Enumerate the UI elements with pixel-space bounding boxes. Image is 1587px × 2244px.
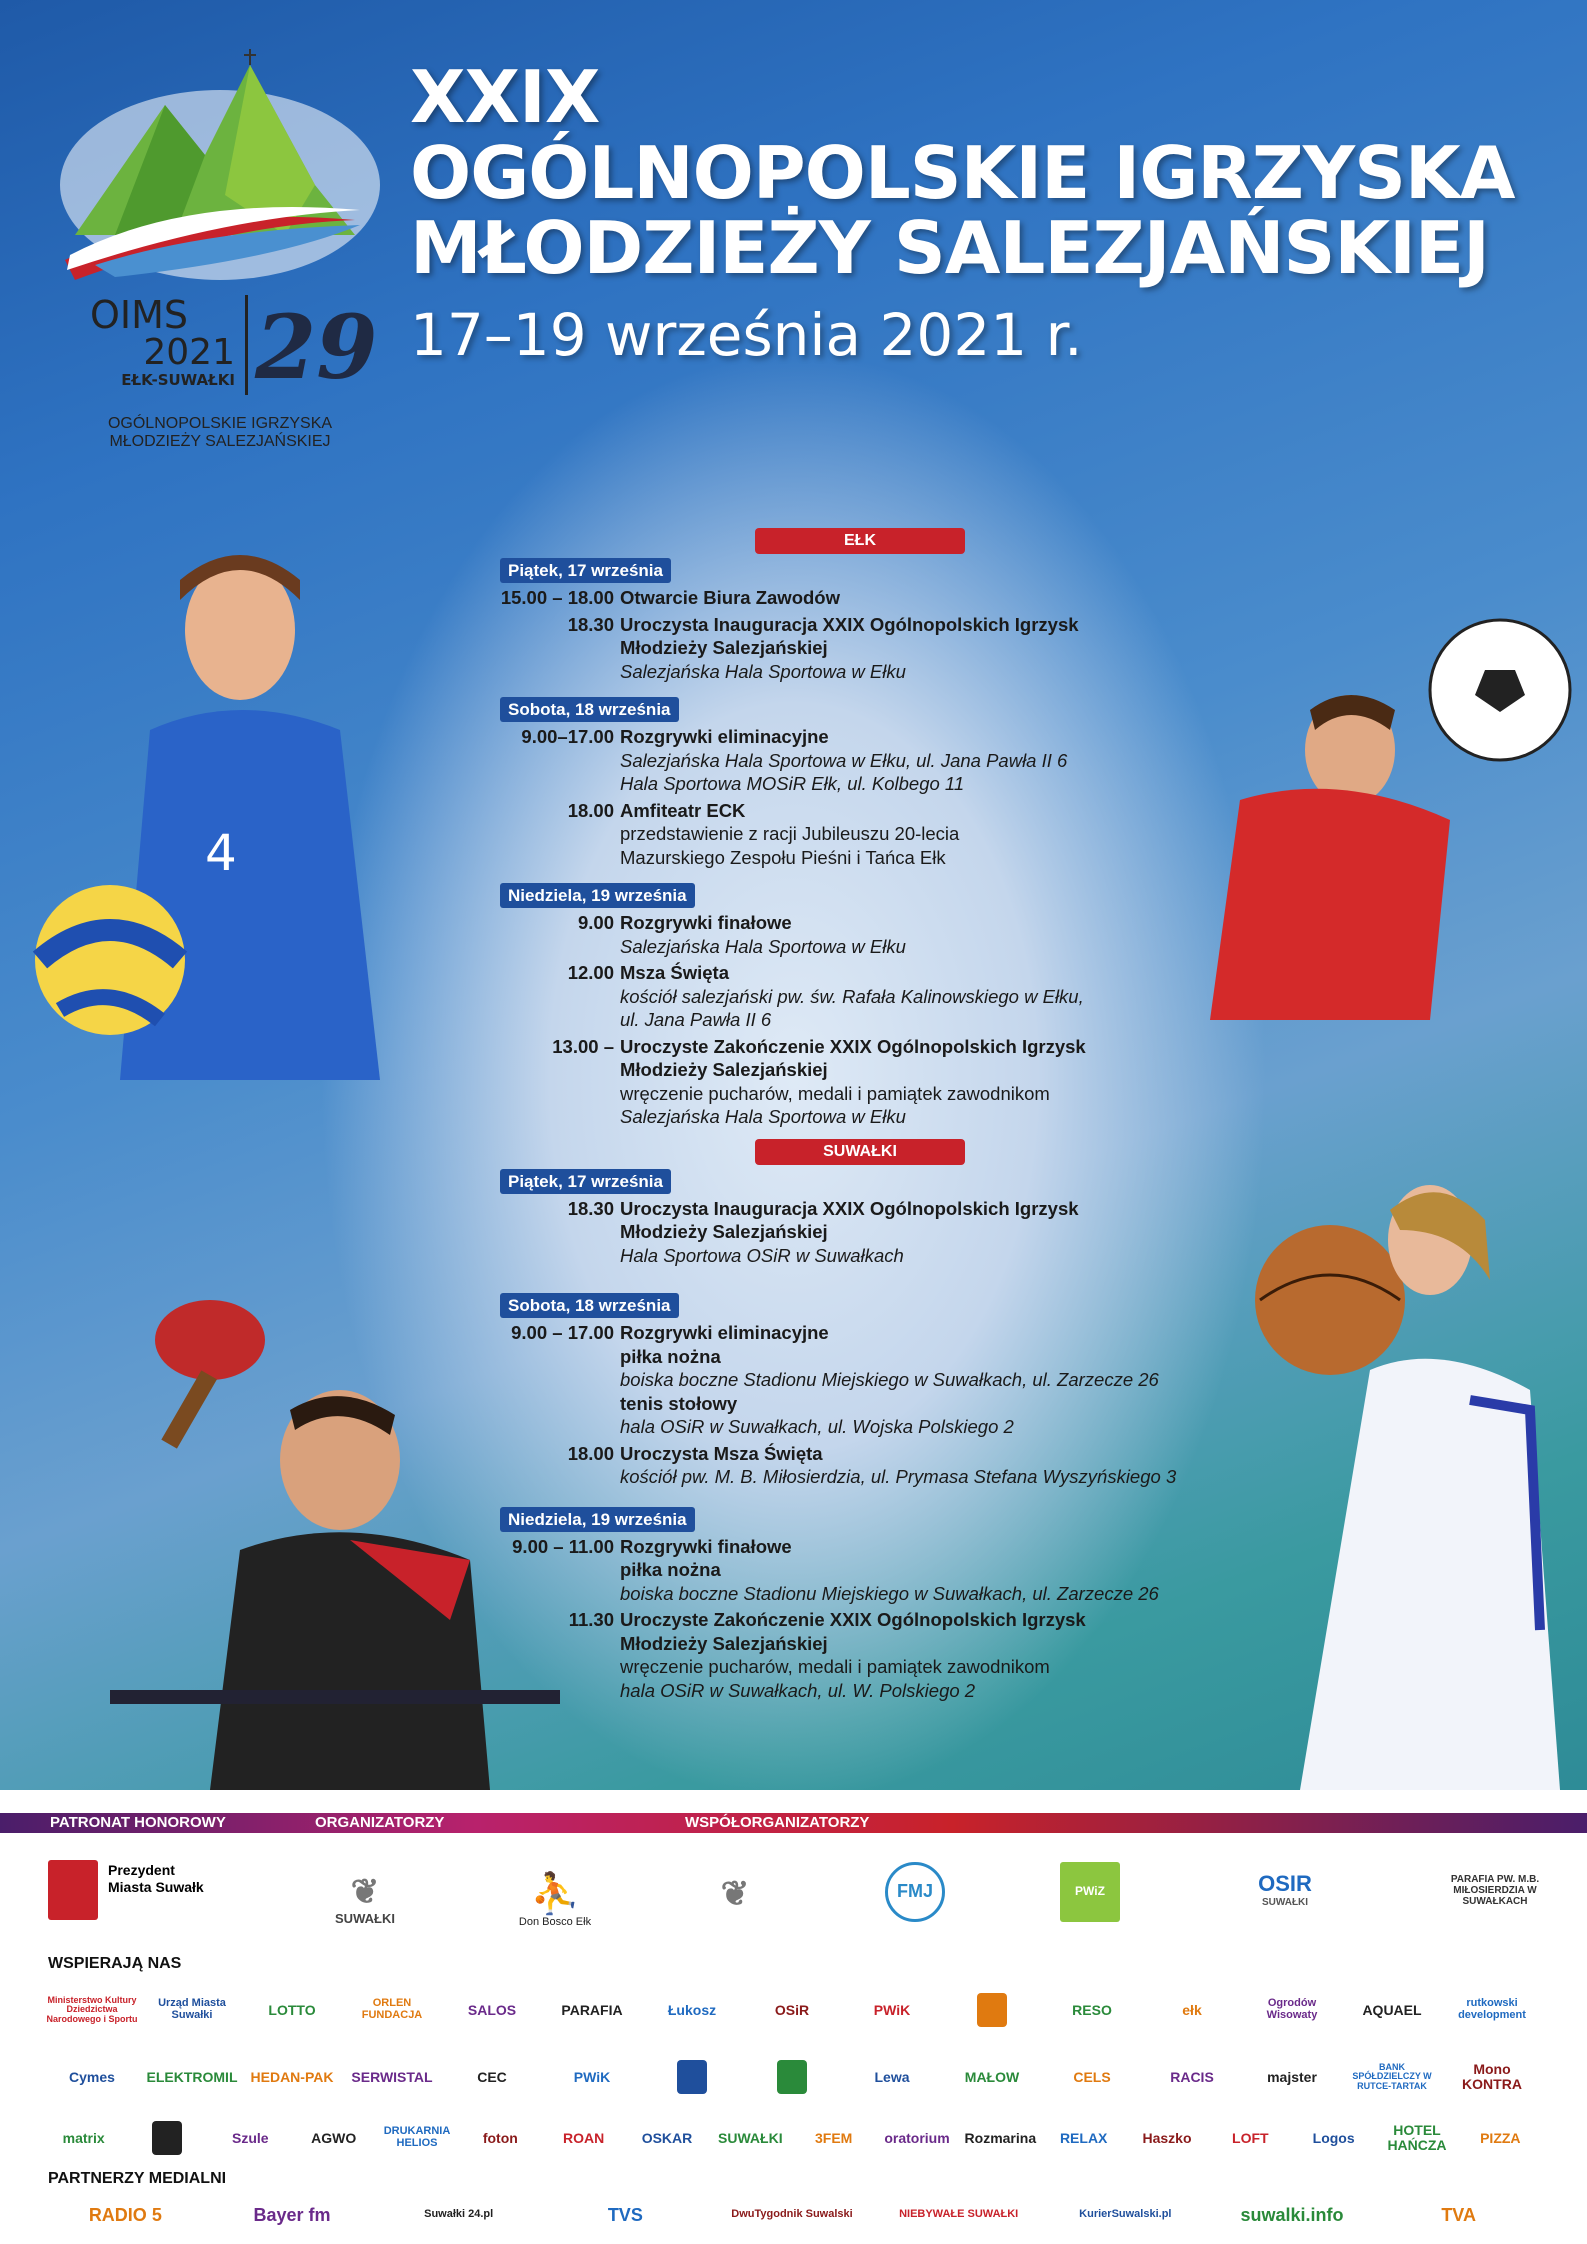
sponsor-logo: Urząd Miasta Suwałki: [158, 1997, 226, 2021]
event-sport: piłka nożna: [620, 1345, 721, 1367]
sponsor-logo: Szule: [232, 2129, 269, 2146]
sponsor-logo: TVS: [607, 2204, 643, 2225]
event-time: 9.00 – 17.00: [511, 1322, 614, 1343]
event-row: [500, 1035, 1220, 1129]
sponsor-logo: RADIO 5: [88, 2204, 162, 2225]
patron-line2: Miasta Suwałk: [108, 1879, 204, 1895]
event-place: hala OSiR w Suwałkach, ul. Wojska Polskiego 2: [620, 1416, 1014, 1437]
event-name: Amfiteatr ECK: [620, 799, 746, 821]
event-name: Rozgrywki finałowe: [620, 912, 792, 933]
event-time: 18.00: [567, 1442, 614, 1464]
sponsor-logo: DRUKARNIA HELIOS: [383, 2125, 451, 2149]
event-sport: piłka nożna: [620, 1559, 721, 1580]
table-tennis-player-image: [90, 1290, 560, 1790]
sponsor-logo: rutkowski development: [1458, 1997, 1526, 2021]
sponsors-footer: [0, 1790, 1587, 2244]
pwiz-logo: PWiZ: [1060, 1862, 1120, 1922]
sponsors-row-1: [45, 1980, 1545, 2040]
sponsor-logo: PWiK: [873, 2001, 911, 2018]
title-line3: MŁODZIEŻY SALEZJAŃSKIEJ: [410, 206, 1489, 291]
footer-band: [0, 1813, 1587, 1833]
city-label-elk: EŁK: [755, 528, 965, 554]
logo-cities: EŁK-SUWAŁKI: [121, 371, 235, 389]
sponsor-logo: Bayer fm: [253, 2204, 331, 2225]
day-header: Piątek, 17 września: [500, 1169, 671, 1194]
event-time: 13.00 –: [552, 1035, 614, 1057]
sponsor-logo: ełk: [1182, 2001, 1202, 2018]
sponsor-logo: [645, 2052, 739, 2102]
event-row: [500, 1321, 1220, 1439]
event-place: boiska boczne Stadionu Miejskiego w Suwałkach, ul. Zarzecze 26: [620, 1369, 1159, 1390]
event-row: [500, 1197, 1220, 1268]
event-place: kościół salezjański pw. św. Rafała Kalinowskiego w Ełku,: [620, 985, 1084, 1007]
salos-label: SUWAŁKI: [335, 1910, 395, 1926]
event-time: 15.00 – 18.00: [500, 587, 614, 608]
sponsor-logo: HEDAN-PAK: [250, 2068, 334, 2085]
event-name: Młodzieży Salezjańskiej: [620, 1059, 828, 1080]
sponsor-logo: foton: [482, 2129, 518, 2146]
sponsor-logo: [745, 2052, 839, 2102]
fmj-logo: FMJ: [885, 1862, 945, 1922]
sponsor-logo: Logos: [1312, 2129, 1355, 2146]
sponsor-logo: SERWISTAL: [351, 2068, 433, 2085]
event-name: Rozgrywki eliminacyjne: [620, 726, 829, 747]
sponsors-row-2: [45, 2052, 1545, 2102]
media-partners-row: [45, 2192, 1545, 2238]
event-desc: wręczenie pucharów, medali i pamiątek zawodnikom: [620, 1656, 1050, 1677]
sponsor-logo: RACIS: [1170, 2068, 1214, 2085]
event-place: hala OSiR w Suwałkach, ul. W. Polskiego 2: [620, 1679, 976, 1701]
label-media: PARTNERZY MEDIALNI: [48, 2170, 227, 2187]
sponsor-logo: KurierSuwalski.pl: [1079, 2208, 1172, 2221]
logo-sub2: MŁODZIEŻY SALEZJAŃSKIEJ: [109, 433, 331, 450]
label-wspolorganizatorzy: WSPÓŁORGANIZATORZY: [685, 1814, 870, 1831]
day-header: Niedziela, 19 września: [500, 1507, 695, 1532]
sponsor-logo: Mono KONTRA: [1462, 2061, 1522, 2092]
label-organizatorzy: ORGANIZATORZY: [315, 1814, 445, 1831]
logo-oims: OIMS: [90, 293, 189, 337]
event-row: [500, 1442, 1220, 1489]
sponsor-logo: RESO: [1072, 2001, 1112, 2018]
event-name: Otwarcie Biura Zawodów: [620, 587, 840, 608]
event-time: 9.00 – 11.00: [512, 1535, 614, 1557]
event-place: Salezjańska Hala Sportowa w Ełku, ul. Jana Pawła II 6: [620, 749, 1068, 771]
svg-text:4: 4: [205, 824, 237, 882]
osir-label: OSIR: [1258, 1871, 1312, 1897]
sponsor-logo: Ogrodów Wisowaty: [1266, 1997, 1318, 2021]
event-place: boiska boczne Stadionu Miejskiego w Suwałkach, ul. Zarzecze 26: [620, 1582, 1159, 1604]
title-line2: OGÓLNOPOLSKIE IGRZYSKA: [410, 130, 1515, 215]
event-desc: wręczenie pucharów, medali i pamiątek zawodnikom: [620, 1082, 1050, 1104]
day-header: Sobota, 18 września: [500, 1293, 679, 1318]
event-name: Uroczyste Zakończenie XXIX Ogólnopolskich Igrzysk: [620, 1609, 1086, 1630]
event-name: Uroczysta Inauguracja XXIX Ogólnopolskich Igrzysk: [620, 613, 1079, 635]
sponsor-logo: ORLEN FUNDACJA: [361, 1997, 423, 2021]
event-place: kościół pw. M. B. Miłosierdzia, ul. Prymasa Stefana Wyszyńskiego 3: [620, 1466, 1177, 1487]
sponsor-logo: ELEKTROMIL: [146, 2068, 238, 2085]
osir-sub-label: SUWAŁKI: [1261, 1896, 1309, 1908]
logo-number: 29: [255, 295, 378, 399]
label-patronat: PATRONAT HONOROWY: [50, 1814, 226, 1831]
event-time: 18.00: [567, 799, 614, 821]
logo-sub1: OGÓLNOPOLSKIE IGRZYSKA: [107, 415, 333, 432]
sponsor-logo: PIZZA: [1480, 2129, 1521, 2146]
event-name: Uroczyste Zakończenie XXIX Ogólnopolskich Igrzysk: [620, 1035, 1086, 1057]
sponsor-logo: RELAX: [1059, 2129, 1108, 2146]
suwalki-coat-of-arms-icon: [48, 1860, 98, 1920]
event-desc: przedstawienie z racji Jubileuszu 20-lecia: [620, 823, 960, 844]
sponsor-logo: OSKAR: [641, 2129, 693, 2146]
volleyball-player-image: [0, 540, 440, 1100]
event-row: [500, 1608, 1220, 1702]
sponsor-logo: 3FEM: [814, 2129, 853, 2146]
event-row: [500, 725, 1220, 796]
sponsor-logo: CELS: [1073, 2068, 1111, 2085]
event-time: 12.00: [567, 962, 614, 983]
day-header: Niedziela, 19 września: [500, 883, 695, 908]
salos-branch-logo: ❦: [720, 1875, 750, 1914]
event-time: 9.00: [577, 912, 614, 933]
sponsor-logo: PARAFIA: [561, 2001, 623, 2018]
event-desc: Mazurskiego Zespołu Pieśni i Tańca Ełk: [620, 846, 946, 868]
event-time: 11.30: [568, 1609, 614, 1630]
day-header: Piątek, 17 września: [500, 558, 671, 583]
sponsor-logo: matrix: [62, 2129, 105, 2146]
event-row: [500, 586, 1220, 610]
sponsor-logo: BANK SPÓŁDZIELCZY W RUTCE-TARTAK: [1352, 2061, 1432, 2091]
sponsor-logo: Suwałki 24.pl: [424, 2208, 494, 2221]
mountains-icon: [55, 45, 385, 285]
sponsor-logo: OSiR: [774, 2001, 810, 2018]
event-row: [500, 911, 1220, 958]
event-name: Młodzieży Salezjańskiej: [620, 1221, 828, 1242]
sponsor-logo: AGWO: [311, 2129, 357, 2146]
event-name: Rozgrywki finałowe: [620, 1535, 792, 1557]
schedule: [500, 528, 1220, 1702]
main-title: [410, 55, 1515, 369]
sponsor-logo: MAŁOW: [964, 2068, 1020, 2085]
parafia-logo: PARAFIA PW. M.B. MIŁOSIERDZIA W SUWAŁKACH: [1450, 1873, 1540, 1907]
sponsor-logo: majster: [1267, 2068, 1317, 2085]
event-sport: tenis stołowy: [620, 1392, 738, 1414]
sponsor-logo: DwuTygodnik Suwalski: [731, 2208, 853, 2221]
day-header: Sobota, 18 września: [500, 697, 679, 722]
sponsor-logo: ROAN: [563, 2129, 605, 2146]
basketball-player-image: [1240, 1170, 1587, 1790]
title-xxix: XXIX: [410, 55, 600, 139]
event-place: ul. Jana Pawła II 6: [620, 1009, 772, 1030]
event-name: Młodzieży Salezjańskiej: [620, 1632, 828, 1654]
event-place: Hala Sportowa OSiR w Suwałkach: [620, 1244, 904, 1266]
sponsor-logo: [945, 1980, 1039, 2040]
event-time: 9.00–17.00: [521, 726, 614, 747]
sponsor-logo: Rozmarina: [964, 2129, 1037, 2146]
event-dates: 17–19 września 2021 r.: [410, 300, 1083, 369]
city-label-suwalki: SUWAŁKI: [755, 1139, 965, 1165]
logo-year: 2021: [143, 332, 235, 373]
sponsor-logo: Lewa: [874, 2068, 910, 2085]
event-row: [500, 799, 1220, 870]
osir-suwalki-logo: [1225, 1865, 1345, 1915]
event-row: [500, 1535, 1220, 1606]
sponsor-logo: oratorium: [884, 2129, 950, 2146]
event-row: [500, 961, 1220, 1032]
sponsor-logo: CEC: [477, 2068, 507, 2085]
salos-suwalki-logo: ❦ SUWAŁKI: [335, 1873, 395, 1926]
event-place: Salezjańska Hala Sportowa w Ełku: [620, 935, 906, 957]
sponsor-logo: Cymes: [69, 2068, 115, 2085]
sponsor-logo: suwalki.info: [1240, 2204, 1344, 2225]
sponsors-row-3: [45, 2112, 1545, 2164]
event-row: [500, 613, 1220, 684]
sponsor-logo: [128, 2112, 205, 2164]
event-place: Hala Sportowa MOSiR Ełk, ul. Kolbego 11: [620, 773, 965, 794]
donbosco-label: Don Bosco Ełk: [518, 1915, 592, 1928]
sponsor-logo: Haszko: [1142, 2129, 1192, 2146]
event-place: Salezjańska Hala Sportowa w Ełku: [620, 660, 906, 682]
sponsor-logo: Łukosz: [667, 2001, 717, 2018]
don-bosco-logo: ⛹ Don Bosco Ełk: [518, 1871, 592, 1928]
sponsor-logo: PWiK: [573, 2068, 611, 2085]
sponsor-logo: LOFT: [1232, 2129, 1269, 2146]
label-wspieraja: WSPIERAJĄ NAS: [48, 1955, 182, 1972]
event-name: Rozgrywki eliminacyjne: [620, 1322, 829, 1343]
event-place: Salezjańska Hala Sportowa w Ełku: [620, 1106, 906, 1127]
sponsor-logo: AQUAEL: [1362, 2001, 1422, 2018]
sponsor-logo: HOTEL HAŃCZA: [1387, 2122, 1447, 2153]
patron-line1: Prezydent: [108, 1862, 175, 1878]
event-name: Msza Święta: [620, 962, 729, 983]
event-time: 18.30: [567, 613, 614, 635]
event-name: Młodzieży Salezjańskiej: [620, 637, 828, 658]
sponsor-logo: SUWAŁKI: [718, 2129, 783, 2146]
event-name: Uroczysta Msza Święta: [620, 1442, 823, 1464]
sponsor-logo: Ministerstwo Kultury Dziedzictwa Narodowego i Sportu: [46, 1994, 138, 2024]
sponsor-logo: TVA: [1441, 2204, 1476, 2225]
sponsor-logo: SALOS: [467, 2001, 517, 2018]
event-time: 18.30: [567, 1197, 614, 1219]
sponsor-logo: NIEBYWAŁE SUWAŁKI: [899, 2208, 1019, 2221]
oims-logo: [55, 45, 385, 485]
sponsor-logo: LOTTO: [268, 2001, 316, 2018]
event-name: Uroczysta Inauguracja XXIX Ogólnopolskich Igrzysk: [620, 1197, 1079, 1219]
